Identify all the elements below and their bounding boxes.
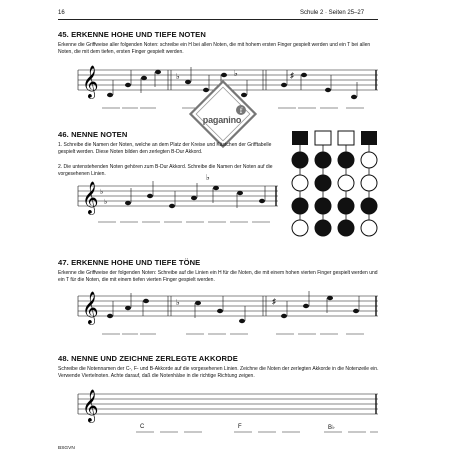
exercise-45-title: 45. ERKENNE HOHE UND TIEFE NOTEN (58, 30, 206, 39)
exercise-46-title: 46. NENNE NOTEN (58, 130, 128, 139)
treble-clef-icon: 𝄞 (82, 389, 99, 422)
paganino-logo-text: paganino (202, 115, 242, 125)
sharp-sign-icon: ♯ (290, 71, 294, 80)
page-header: Schule 2 · Seiten 25–27 (300, 10, 365, 16)
exercise-48-text: Schreibe die Notennamen der C-, F- und B-Akkorde auf die vorgesehenen Linien. Zeichne die Noten der zerlegten Akkorde in die Notenzeile ein. Verwende Viertelnoten. Achte darauf, daß die Notenhälse in die richtige Richtung zeigen. (58, 366, 379, 379)
exercise-45-text: Erkenne die Griffweise aller folgenden Noten: schreibe ein H bei allen Noten, die mit hohem ersten Finger gespielt werden und ein T bei allen Noten, die mit dem tiefen, ersten Finger gespielt werden. (58, 42, 371, 55)
exercise-48-title: 48. NENNE UND ZEICHNE ZERLEGTE AKKORDE (58, 354, 238, 363)
exercise-47-staff (58, 290, 378, 330)
exercise-47-title: 47. ERKENNE HOHE UND TIEFE TÖNE (58, 258, 201, 267)
page-footer: BSGVN (58, 446, 75, 451)
exercise-46-answer-lines (58, 220, 278, 224)
chord-label-b-flat: B♭ (328, 425, 335, 431)
flat-sign-icon: ♭ (100, 189, 104, 196)
flat-sign-icon: ♭ (104, 199, 108, 206)
flat-sign-icon: ♭ (176, 72, 180, 81)
treble-clef-icon: 𝄞 (82, 181, 99, 214)
exercise-46-item-2: 2. Die untenstehenden Noten gehören zum B-Dur Akkord. Schreibe die Namen der Noten auf die vorgesehenen Linien. (58, 164, 273, 177)
treble-clef-icon: 𝄞 (82, 65, 99, 98)
flat-sign-icon: ♭ (234, 69, 238, 78)
page-number: 16 (58, 10, 65, 16)
sharp-sign-icon: ♯ (272, 297, 276, 306)
chord-label-c: C (140, 424, 145, 430)
fingering-chart (280, 126, 380, 246)
flat-sign-icon: ♭ (176, 298, 180, 307)
exercise-48-answer-lines (58, 430, 378, 434)
flat-sign-icon: ♭ (206, 173, 210, 182)
exercise-47-text: Erkenne die Griffweise der folgenden Noten: Schreibe auf die Linien ein H für die Noten, die mit einem hohen vierten Finger gespielt werden und ein T für die Noten, die mit einem tiefen vierten Finger gespielt werden. (58, 270, 378, 283)
chord-label-f: F (238, 424, 242, 430)
exercise-47-answer-lines (58, 332, 378, 336)
svg-text:f: f (239, 107, 243, 115)
header-rule (58, 19, 378, 20)
exercise-46-item-1: 1. Schreibe die Namen der Noten, welche an dem Platz der Kreise und Kästchen der Grifftabelle gespielt werden. Diese Noten bilden den zerlegten B-Dur Akkord. (58, 142, 272, 155)
exercise-46-staff (58, 173, 278, 218)
paganino-logo (187, 78, 259, 150)
treble-clef-icon: 𝄞 (82, 291, 99, 324)
exercise-48-staff (58, 388, 378, 420)
